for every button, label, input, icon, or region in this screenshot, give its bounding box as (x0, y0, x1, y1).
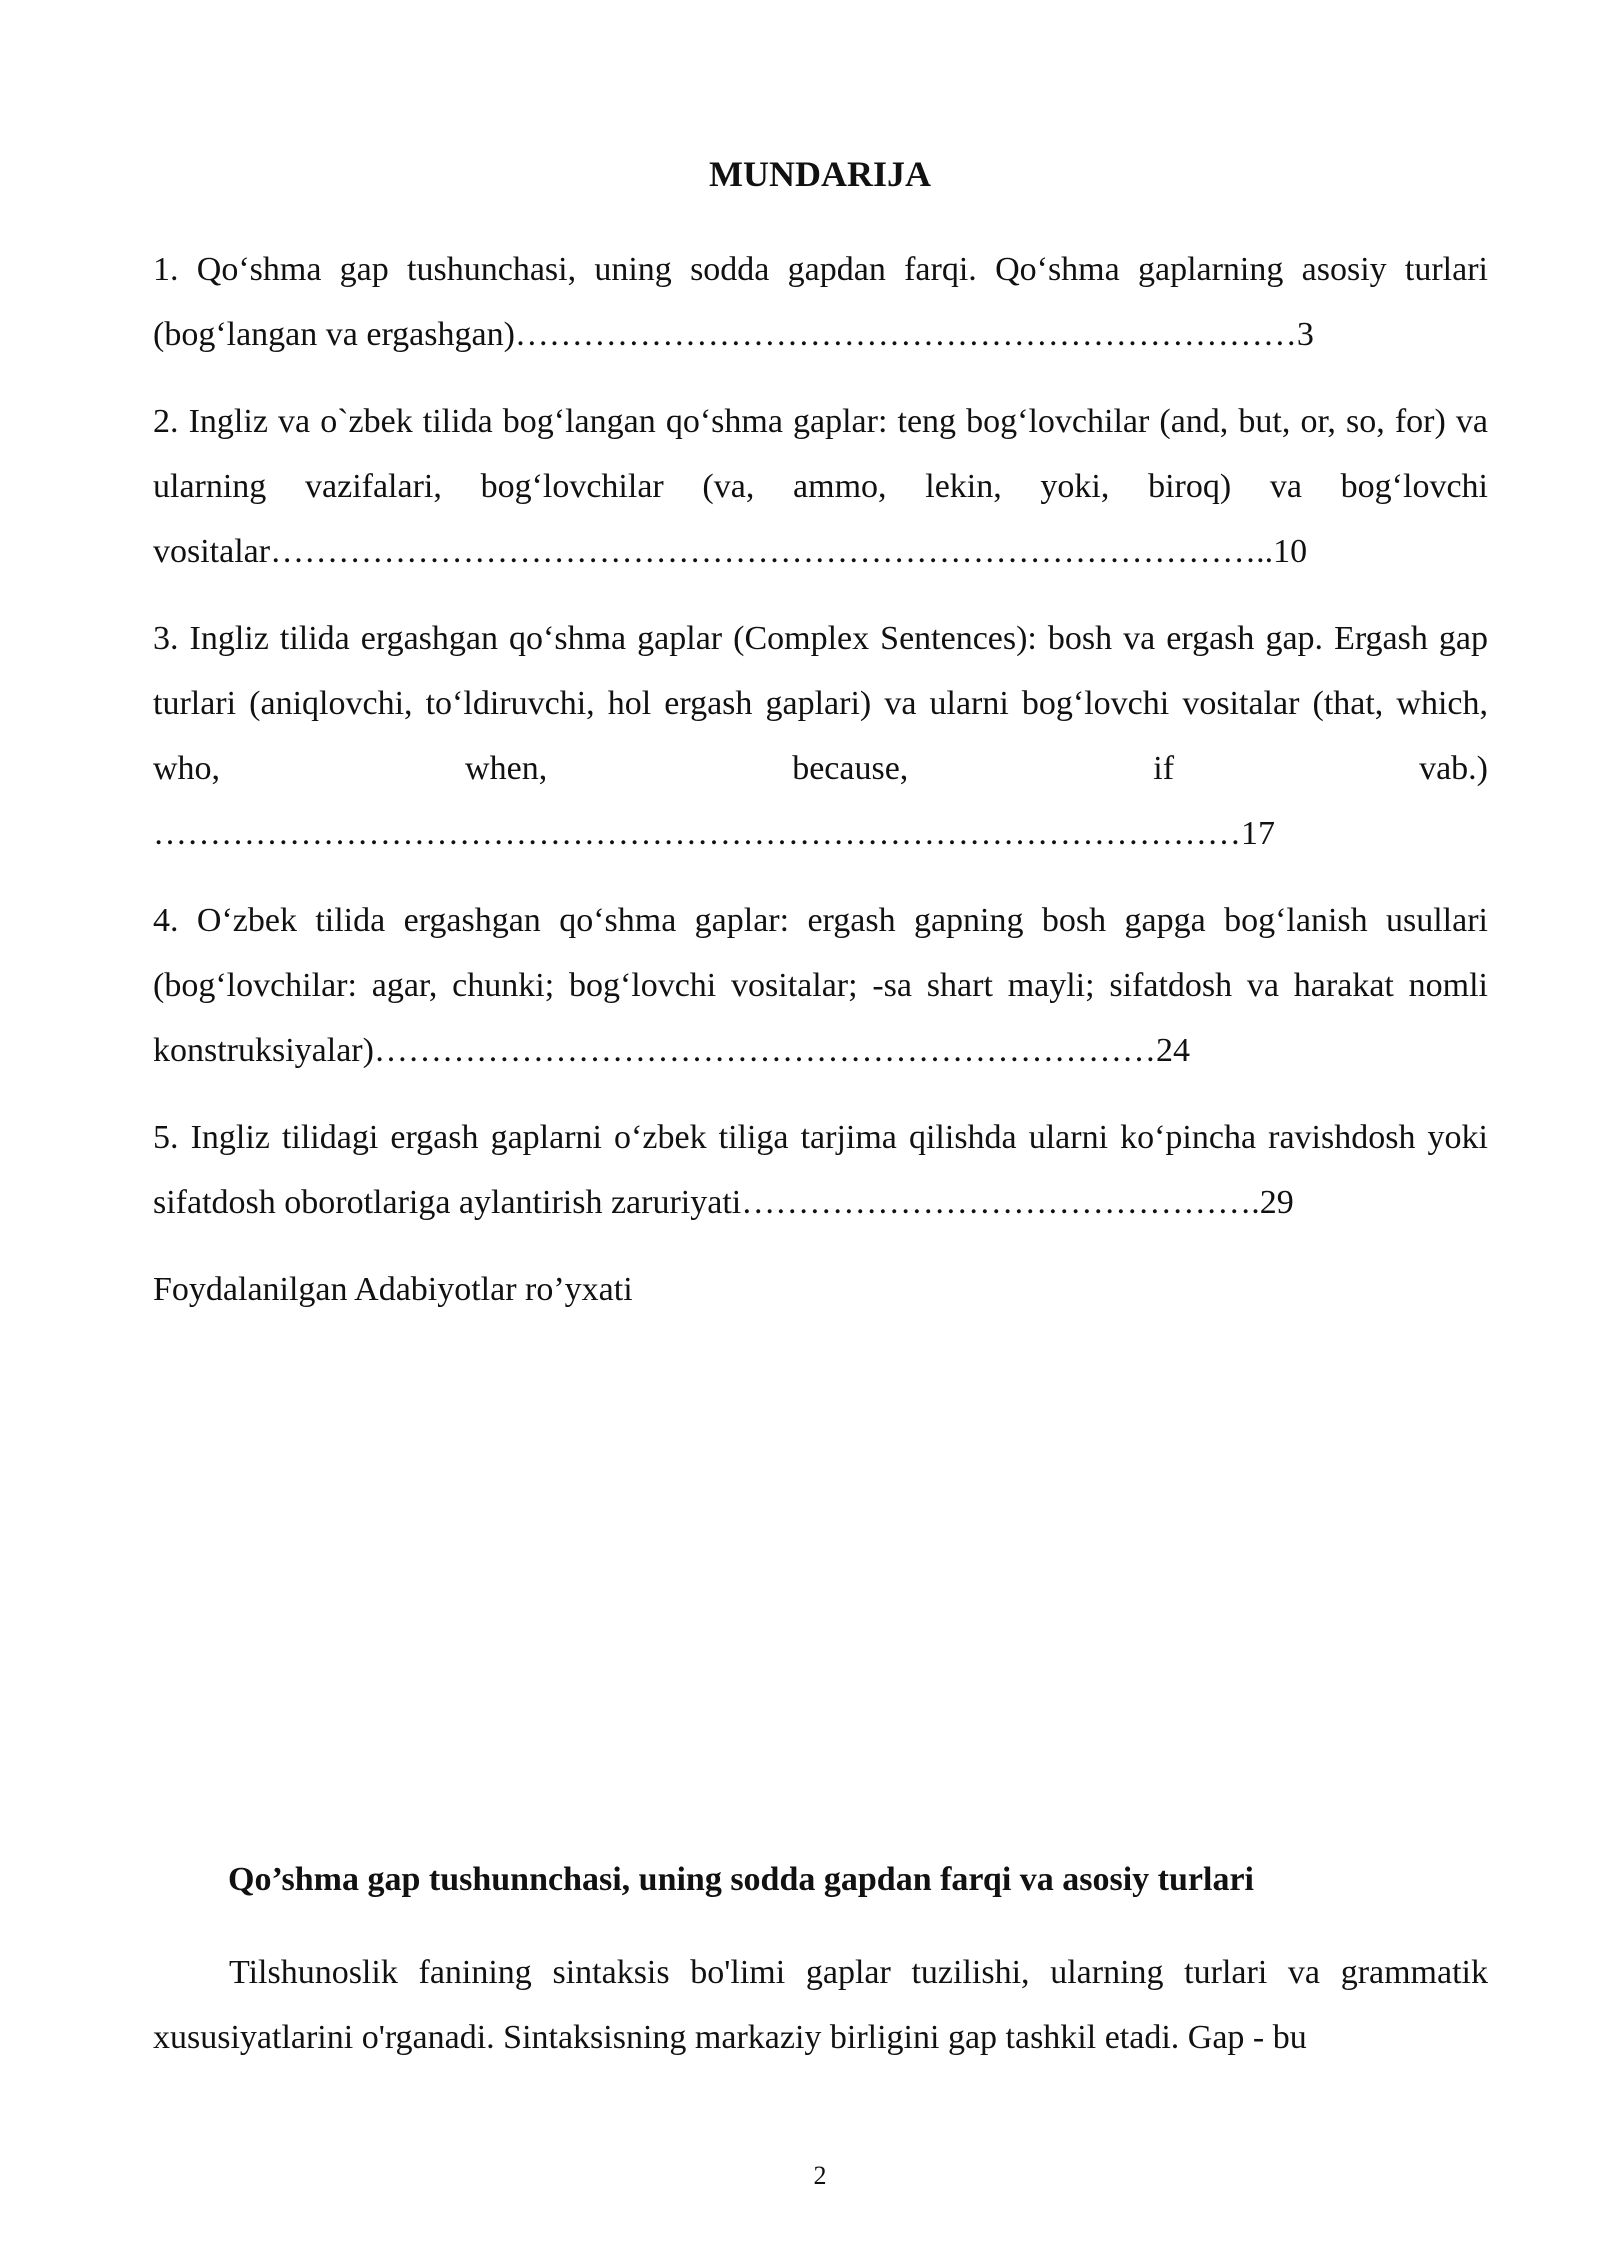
body-paragraph: Tilshunoslik fanining sintaksis bo'limi gaplar tuzilishi, ularning turlari va grammatik xususiyatlarini o'rganadi. Sintaksisning markaziy birligini gap tashkil etadi. Gap - bu (153, 1954, 1488, 2056)
page-number: 2 (813, 2161, 827, 2190)
toc-entry-text: 2. Ingliz va o`zbek tilida bog‘langan qo‘shma gaplar: teng bog‘lovchilar (and, but, or, so, for) va ularning vazifalari, bog‘lovchilar (va, ammo, lekin, yoki, biroq) va bog‘lovchi vositalar (153, 403, 1488, 570)
toc-entry-text: 3. Ingliz tilida ergashgan qo‘shma gaplar (Complex Sentences): bosh va ergash gap. Ergash gap turlari (aniqlovchi, to‘ldiruvchi, hol ergash gaplari) va ularni bog‘lovchi vositalar (that, which, who, when, because, if vab.) (153, 620, 1488, 787)
toc-bibliography[interactable]: Foydalanilgan Adabiyotlar ro’yxati (153, 1271, 633, 1308)
toc-entry-page: 24 (1155, 1032, 1190, 1069)
toc-leader-dots: …………………………………………………………………………………… (153, 815, 1241, 852)
toc-leader-dots: …………………………………………………………… (373, 1032, 1156, 1069)
toc-entry[interactable] (153, 606, 1488, 866)
toc-title: MUNDARIJA (709, 154, 931, 194)
toc-leader-dots: …………………………………………………………… (514, 316, 1297, 353)
toc-entry-page: 17 (1241, 815, 1275, 852)
toc-entry[interactable] (153, 888, 1488, 1083)
toc-entry-text: 1. Qo‘shma gap tushunchasi, uning sodda gapdan farqi. Qo‘shma gaplarning asosiy turlari (bog‘langan va ergashgan) (153, 251, 1488, 353)
toc-entry[interactable] (153, 237, 1488, 367)
toc-entry[interactable] (153, 389, 1488, 584)
toc-leader-dots: …………………………………………………………………………….. (270, 533, 1274, 570)
toc-entry-page: 29 (1259, 1184, 1294, 1221)
toc-entry[interactable] (153, 1105, 1488, 1235)
toc-entry-text: 4. O‘zbek tilida ergashgan qo‘shma gaplar: ergash gapning bosh gapga bog‘lanish usullari (bog‘lovchilar: agar, chunki; bog‘lovchi vositalar; -sa shart mayli; sifatdosh va harakat nomli konstruksiyalar) (153, 902, 1488, 1069)
toc-entry-page: 10 (1273, 533, 1308, 570)
table-of-contents (153, 237, 1488, 1322)
toc-entry-page: 3 (1296, 316, 1314, 353)
toc-leader-dots: ………………………………………. (741, 1184, 1260, 1221)
section-heading: Qo’shma gap tushunnchasi, uning sodda gapdan farqi va asosiy turlari (228, 1861, 1254, 1898)
toc-entry-text: 5. Ingliz tilidagi ergash gaplarni o‘zbek tiliga tarjima qilishda ularni ko‘pincha ravishdosh yoki sifatdosh oborotlariga aylantirish zaruriyati (153, 1119, 1488, 1221)
